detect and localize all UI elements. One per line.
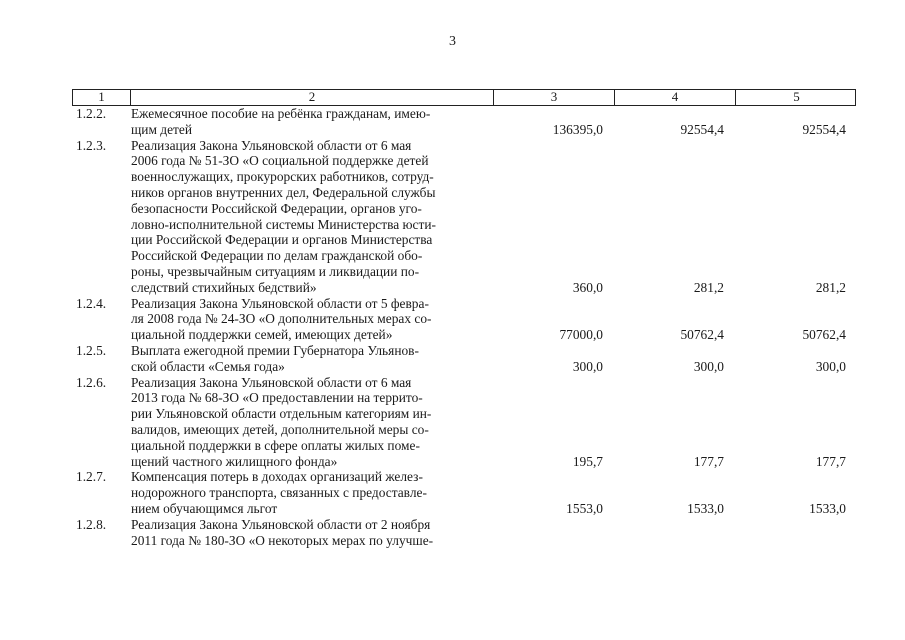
page-number: 3 (449, 34, 456, 49)
description-line: валидов, имеющих детей, дополнительной меры со- (131, 421, 429, 437)
table-row (72, 106, 856, 138)
value-col-3: 360,0 (572, 279, 603, 295)
description-line: Реализация Закона Ульяновской области от 5 февра- (131, 295, 429, 311)
description-line: 2006 года № 51-ЗО «О социальной поддержке детей (131, 153, 429, 169)
description-line: 2013 года № 68-ЗО «О предоставлении на террито- (131, 390, 423, 406)
description-line: ловно-исполнительной системы Министерства юсти- (131, 216, 436, 232)
row-number: 1.2.4. (76, 295, 107, 311)
row-description (129, 517, 481, 549)
value-col-4: 300,0 (693, 358, 724, 374)
row-description (129, 106, 481, 138)
row-number: 1.2.7. (76, 469, 107, 485)
table-row (72, 517, 856, 549)
description-line: ля 2008 года № 24-ЗО «О дополнительных мерах со- (131, 311, 432, 327)
description-line: нием обучающимся льгот (131, 500, 278, 516)
header-col-2: 2 (130, 90, 493, 105)
description-line: Реализация Закона Ульяновской области от 6 мая (131, 137, 412, 153)
value-col-5: 1533,0 (809, 500, 846, 516)
value-col-5: 50762,4 (802, 327, 846, 343)
budget-table (72, 89, 856, 548)
header-col-3: 3 (493, 90, 614, 105)
header-col-1: 1 (98, 89, 105, 104)
value-col-5: 177,7 (815, 453, 846, 469)
row-number: 1.2.8. (76, 516, 107, 532)
value-col-4: 177,7 (693, 453, 724, 469)
value-col-3: 195,7 (572, 453, 603, 469)
description-line: 2011 года № 180-ЗО «О некоторых мерах по улучше- (131, 532, 434, 548)
table-body (72, 106, 856, 548)
table-row (72, 343, 856, 375)
value-col-5: 300,0 (815, 358, 846, 374)
description-line: циальной поддержки семей, имеющих детей» (131, 327, 393, 343)
header-cells-1-2 (73, 90, 493, 105)
row-number: 1.2.3. (76, 137, 107, 153)
row-number: 1.2.5. (76, 342, 107, 358)
description-line: безопасности Российской Федерации, органов уго- (131, 200, 422, 216)
table-header (72, 89, 856, 106)
row-number: 1.2.2. (76, 106, 107, 121)
value-col-5: 92554,4 (802, 121, 846, 137)
description-line: роны, чрезвычайным ситуациям и ликвидации по- (131, 263, 420, 279)
table-row (72, 296, 856, 343)
value-col-4: 50762,4 (680, 327, 724, 343)
value-col-4: 1533,0 (687, 500, 724, 516)
description-line: Реализация Закона Ульяновской области от 6 мая (131, 374, 412, 390)
description-line: Выплата ежегодной премии Губернатора Ульянов- (131, 342, 419, 358)
row-description (129, 296, 481, 343)
table-row (72, 138, 856, 296)
description-line: Реализация Закона Ульяновской области от 2 ноября (131, 516, 431, 532)
row-description (129, 469, 481, 516)
description-line: щений частного жилищного фонда» (131, 453, 338, 469)
description-line: циальной поддержки в сфере оплаты жилых поме- (131, 437, 420, 453)
row-description (129, 138, 481, 296)
description-line: рии Ульяновской области отдельным категориям ин- (131, 406, 432, 422)
value-col-3: 136395,0 (552, 121, 603, 137)
row-description (129, 375, 481, 470)
description-line: ников органов внутренних дел, Федеральной службы (131, 184, 436, 200)
description-line: ции Российской Федерации и органов Министерства (131, 232, 433, 248)
description-line: военнослужащих, прокурорских работников, сотруд- (131, 169, 434, 185)
table-row (72, 469, 856, 516)
value-col-3: 1553,0 (566, 500, 603, 516)
row-number: 1.2.6. (76, 374, 107, 390)
header-col-5: 5 (735, 90, 857, 105)
value-col-3: 300,0 (572, 358, 603, 374)
row-description (129, 343, 481, 375)
description-line: нодорожного транспорта, связанных с предоставле- (131, 485, 427, 501)
description-line: Компенсация потерь в доходах организаций желез- (131, 469, 423, 485)
description-line: Ежемесячное пособие на ребёнка гражданам, имею- (131, 106, 431, 121)
description-line: ской области «Семья года» (131, 358, 285, 374)
description-line: щим детей (131, 121, 193, 137)
table-row (72, 375, 856, 470)
description-line: Российской Федерации по делам гражданской обо- (131, 248, 423, 264)
value-col-4: 92554,4 (680, 121, 724, 137)
value-col-4: 281,2 (693, 279, 724, 295)
value-col-5: 281,2 (815, 279, 846, 295)
header-col-4: 4 (614, 90, 735, 105)
description-line: следствий стихийных бедствий» (131, 279, 317, 295)
value-col-3: 77000,0 (559, 327, 603, 343)
